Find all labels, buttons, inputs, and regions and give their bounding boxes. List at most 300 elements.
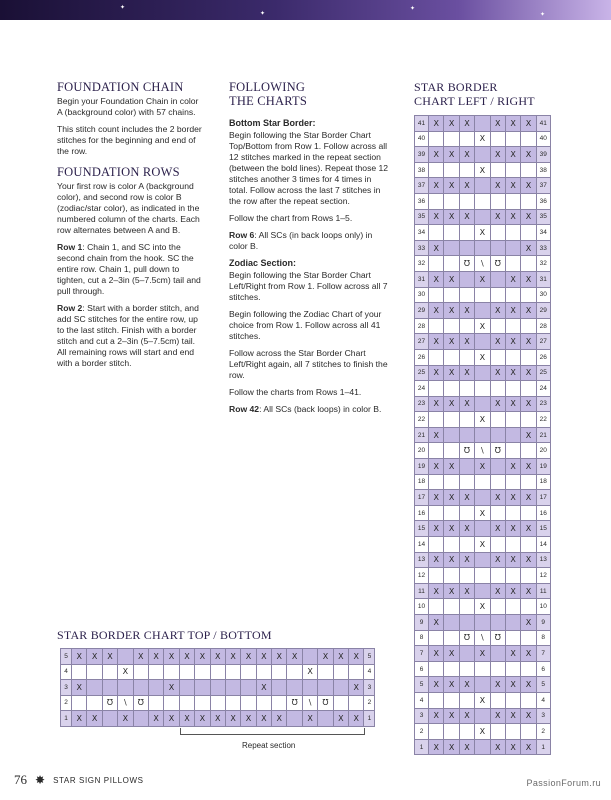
row-number-left: 30 [415,287,429,303]
stitch-symbol: X [429,240,444,256]
stitch-symbol: X [72,680,87,696]
stitch-symbol: X [302,711,317,727]
chart-cell [459,381,474,397]
stitch-symbol: X [87,649,102,665]
row-number-right: 4 [364,664,375,680]
row-number-left: 12 [415,568,429,584]
chart-cell [459,287,474,303]
stitch-symbol: X [429,459,444,475]
row-number-left: 19 [415,459,429,475]
chart-cell [490,537,505,553]
chart-cell [318,664,333,680]
stitch-symbol: X [490,521,505,537]
stitch-symbol: X [475,646,490,662]
stitch-symbol: X [429,708,444,724]
zodiac-text-4: Follow the charts from Rows 1–41. [229,387,362,397]
chart-cell [225,695,240,711]
stitch-symbol: \ [475,256,490,272]
stitch-symbol: X [444,147,459,163]
row-number-right: 1 [536,739,550,755]
stitch-symbol: X [459,521,474,537]
chart-cell [459,692,474,708]
chart-cell [505,568,520,584]
stitch-symbol: X [72,649,87,665]
chart-cell [490,193,505,209]
chart-cell [475,677,490,693]
stitch-symbol: X [490,490,505,506]
row-number-left: 23 [415,396,429,412]
chart-cell [195,680,210,696]
chart-cell [429,692,444,708]
stitch-symbol: X [429,739,444,755]
chart-cell [521,381,536,397]
stitch-symbol: X [490,147,505,163]
chart-row [415,271,551,287]
stitch-symbol: X [490,396,505,412]
chart-cell [475,381,490,397]
chart-cell [118,649,133,665]
chart-cell [521,661,536,677]
stitch-symbol: X [429,646,444,662]
chart-cell [521,474,536,490]
stitch-symbol: X [444,646,459,662]
chart-cell [475,739,490,755]
row-number-left: 36 [415,193,429,209]
stitch-symbol: X [490,708,505,724]
stitch-symbol: X [521,490,536,506]
row2-instruction: Row 2: Start with a border stitch, and add SC stitches for the entire row, up to the last stitch. Finish with a border stitch and cut a 2–3in (5–7.5cm) tail. All remaining rows will start and end with a border stitch. [57,303,199,368]
foundation-chain-text: Begin your Foundation Chain in color A (background color) with 57 chains. [57,96,199,117]
chart-cell [302,649,317,665]
stitch-symbol: X [505,334,520,350]
stitch-symbol: X [505,396,520,412]
stitch-symbol: X [302,664,317,680]
chart-cell [459,427,474,443]
stitch-symbol: X [521,583,536,599]
row-number-right: 40 [536,131,550,147]
following-charts-column [229,80,389,421]
stitch-symbol: Ʊ [490,256,505,272]
star-icon: ✦ [540,12,546,18]
repeat-bracket [180,728,365,735]
chart-cell [349,664,364,680]
chart-cell [475,396,490,412]
chart-cell [444,568,459,584]
chart-cell [429,193,444,209]
stitch-symbol: X [87,711,102,727]
chart-cell [475,552,490,568]
row-number-left: 2 [61,695,72,711]
chart-cell [475,334,490,350]
chart-row [61,680,375,696]
chart-cell [505,692,520,708]
chart-row [415,724,551,740]
stitch-symbol: X [444,365,459,381]
stitch-symbol: X [505,677,520,693]
chart-row [415,708,551,724]
stitch-symbol: X [521,303,536,319]
chart-cell [429,256,444,272]
chart-cell [490,599,505,615]
stitch-symbol: Ʊ [490,443,505,459]
stitch-symbol: X [164,711,179,727]
stitch-symbol: Ʊ [459,630,474,646]
row-number-left: 7 [415,646,429,662]
chart-cell [444,724,459,740]
stitch-symbol: X [429,490,444,506]
stitch-symbol: X [256,649,271,665]
chart-cell [521,599,536,615]
stitch-symbol: X [521,459,536,475]
stitch-symbol: X [429,303,444,319]
chart-cell [179,680,194,696]
stitch-symbol: X [459,116,474,132]
row-number-right: 34 [536,225,550,241]
chart-cell [318,680,333,696]
stitch-symbol: X [521,147,536,163]
stitch-symbol: X [459,552,474,568]
chart-cell [521,318,536,334]
chart-cell [521,443,536,459]
row-number-left: 27 [415,334,429,350]
row-number-left: 24 [415,381,429,397]
row-number-right: 32 [536,256,550,272]
row-number-right: 38 [536,162,550,178]
chart-cell [179,664,194,680]
row-number-right: 23 [536,396,550,412]
chart-row [415,225,551,241]
stitch-symbol: X [475,412,490,428]
chart-row [415,490,551,506]
chart-row [415,583,551,599]
chart-cell [521,724,536,740]
chart-cell [133,711,148,727]
stitch-symbol: X [349,649,364,665]
stitch-symbol: X [444,271,459,287]
bottom-border-text: Begin following the Star Border Chart Top/Bottom from Row 1. Follow across all 12 stitches marked in the repeat section (between the bold lines). Repeat those 12 stitches another 3 times for 4 times in total. Follow across the last 7 stitches in the row after the repeat section. [229,130,389,206]
chart-cell [429,724,444,740]
stitch-symbol: X [505,178,520,194]
stitch-symbol: X [521,677,536,693]
chart-cell [444,630,459,646]
row-number-right: 11 [536,583,550,599]
stitch-symbol: X [429,271,444,287]
chart-cell [490,505,505,521]
stitch-symbol: X [459,490,474,506]
chart-row [61,649,375,665]
stitch-symbol: X [475,692,490,708]
stitch-symbol: X [241,711,256,727]
follow-rows-text: Follow the chart from Rows 1–5. [229,213,353,223]
chart-cell [490,225,505,241]
chart-row [415,677,551,693]
row-number-left: 32 [415,256,429,272]
chart-cell [505,256,520,272]
stitch-symbol: X [444,334,459,350]
stitch-symbol: Ʊ [318,695,333,711]
chart-cell [505,661,520,677]
chart-cell [475,116,490,132]
chart-cell [505,505,520,521]
stitch-symbol: X [195,711,210,727]
star-icon: ✦ [120,5,126,11]
chart-cell [133,680,148,696]
chart-cell [475,209,490,225]
row-number-left: 28 [415,318,429,334]
chart-cell [521,287,536,303]
foundation-chain-note: This stitch count includes the 2 border stitches for the beginning and end of the row. [57,124,202,156]
stitch-symbol: X [459,677,474,693]
chart-row [415,178,551,194]
stitch-symbol: X [475,537,490,553]
chart-cell [475,568,490,584]
chart-cell [225,680,240,696]
chart-row [61,695,375,711]
chart-cell [429,162,444,178]
chart-cell [72,695,87,711]
chart-row [415,630,551,646]
row-number-left: 5 [415,677,429,693]
row-number-right: 22 [536,412,550,428]
stitch-symbol: X [210,649,225,665]
chart-cell [133,664,148,680]
row-number-right: 8 [536,630,550,646]
chart-cell [475,427,490,443]
chart-cell [505,412,520,428]
row-number-left: 9 [415,615,429,631]
stitch-symbol: X [272,649,287,665]
stitch-symbol: X [429,583,444,599]
chart-row [415,459,551,475]
stitch-symbol: X [349,711,364,727]
chart-cell [429,318,444,334]
chart-cell [459,568,474,584]
chart-cell [118,680,133,696]
chart-cell [490,568,505,584]
chart-cell [505,287,520,303]
chart-cell [444,615,459,631]
chart-cell [272,680,287,696]
stitch-symbol: Ʊ [490,630,505,646]
row-number-left: 26 [415,349,429,365]
stitch-symbol: X [459,708,474,724]
chart-cell [164,695,179,711]
chart-cell [475,583,490,599]
chart-cell [429,474,444,490]
chart-row [415,318,551,334]
row-number-right: 36 [536,193,550,209]
stitch-symbol: X [444,396,459,412]
chart-cell [459,661,474,677]
top-banner [0,0,611,20]
stitch-symbol: X [164,680,179,696]
star-icon: ✦ [410,6,416,12]
stitch-symbol: X [521,708,536,724]
chart-row [415,287,551,303]
row-number-right: 4 [536,692,550,708]
row-number-left: 8 [415,630,429,646]
row-number-left: 18 [415,474,429,490]
stitch-symbol: X [318,649,333,665]
stitch-symbol: X [505,583,520,599]
stitch-symbol: X [490,739,505,755]
stitch-symbol: X [444,677,459,693]
chart-cell [521,505,536,521]
stitch-symbol: X [505,708,520,724]
row-number-left: 25 [415,365,429,381]
stitch-symbol: \ [475,630,490,646]
chart-cell [521,193,536,209]
stitch-symbol: X [429,178,444,194]
row-number-left: 35 [415,209,429,225]
following-heading-line2: THE CHARTS [229,94,307,108]
row42-instruction: Row 42: All SCs (back loops) in color B. [229,404,382,414]
chart-cell [490,661,505,677]
chart-cell [256,664,271,680]
chart-row [415,661,551,677]
foundation-rows-text: Your first row is color A (background color), and second row is color B (zodiac/star color), as indicated in the numbered column of the charts. Each row alternates between A and B. [57,181,200,235]
row1-instruction: Row 1: Chain 1, and SC into the second chain from the hook. SC the entire row. Chain 1, pull down to tighten, cut a 2–3in (5–7.5cm) tail and pull through. [57,242,201,296]
stitch-symbol: X [429,396,444,412]
chart-cell [459,646,474,662]
stitch-symbol: X [521,334,536,350]
stitch-symbol: X [521,521,536,537]
chart-cell [318,711,333,727]
row-number-right: 33 [536,240,550,256]
row-number-left: 38 [415,162,429,178]
chart-row [415,739,551,755]
stitch-symbol: X [444,708,459,724]
row-number-left: 13 [415,552,429,568]
row-number-left: 14 [415,537,429,553]
chart-cell [459,505,474,521]
foundation-rows-heading: FOUNDATION ROWS [57,165,180,179]
stitch-symbol: X [256,680,271,696]
chart-cell [505,381,520,397]
chart-cell [459,162,474,178]
chart-cell [490,381,505,397]
stitch-symbol: X [429,521,444,537]
stitch-symbol: X [444,583,459,599]
row-number-left: 15 [415,521,429,537]
row-number-left: 34 [415,225,429,241]
row-number-right: 12 [536,568,550,584]
book-title: STAR SIGN PILLOWS [53,775,144,785]
stitch-symbol: X [475,459,490,475]
chart-cell [444,381,459,397]
chart-cell [444,661,459,677]
chart-cell [475,615,490,631]
tb-chart-title: STAR BORDER CHART TOP / BOTTOM [57,628,272,642]
stitch-symbol: X [225,711,240,727]
watermark: PassionForum.ru [526,778,601,788]
row-number-left: 1 [61,711,72,727]
stitch-symbol: X [349,680,364,696]
chart-cell [521,412,536,428]
stitch-symbol: X [72,711,87,727]
chart-cell [505,427,520,443]
row-number-right: 13 [536,552,550,568]
chart-cell [429,225,444,241]
stitch-symbol: X [241,649,256,665]
stitch-symbol: X [521,552,536,568]
chart-cell [444,412,459,428]
chart-cell [459,225,474,241]
chart-cell [179,695,194,711]
row-number-right: 37 [536,178,550,194]
row-number-left: 41 [415,116,429,132]
chart-row [415,209,551,225]
chart-cell [429,599,444,615]
stitch-symbol: X [459,147,474,163]
row-number-left: 5 [61,649,72,665]
chart-cell [521,692,536,708]
stitch-symbol: X [459,209,474,225]
row-number-right: 2 [536,724,550,740]
chart-cell [521,537,536,553]
row-number-right: 25 [536,365,550,381]
stitch-symbol: X [521,271,536,287]
chart-cell [444,193,459,209]
stitch-symbol: Ʊ [459,443,474,459]
chart-cell [444,162,459,178]
row-number-right: 24 [536,381,550,397]
chart-cell [87,695,102,711]
stitch-symbol: X [148,649,163,665]
chart-cell [490,474,505,490]
chart-cell [459,131,474,147]
chart-cell [459,474,474,490]
row-number-right: 15 [536,521,550,537]
row-number-left: 37 [415,178,429,194]
chart-cell [505,630,520,646]
stitch-symbol: X [444,459,459,475]
stitch-symbol: X [429,116,444,132]
chart-cell [505,240,520,256]
chart-row [415,240,551,256]
chart-cell [225,664,240,680]
stitch-symbol: X [521,739,536,755]
chart-cell [444,537,459,553]
stitch-symbol: X [118,664,133,680]
stitch-symbol: X [459,178,474,194]
chart-row [415,412,551,428]
chart-cell [429,412,444,428]
chart-cell [459,459,474,475]
stitch-symbol: X [287,649,302,665]
chart-cell [459,724,474,740]
chart-row [415,599,551,615]
row-number-left: 40 [415,131,429,147]
chart-cell [429,568,444,584]
stitch-symbol: X [164,649,179,665]
chart-cell [505,599,520,615]
stitch-symbol: X [505,147,520,163]
stitch-symbol: X [118,711,133,727]
chart-cell [72,664,87,680]
row-number-right: 14 [536,537,550,553]
row-number-right: 3 [364,680,375,696]
row-number-left: 1 [415,739,429,755]
row-number-right: 17 [536,490,550,506]
stitch-symbol: Ʊ [459,256,474,272]
chart-cell [429,287,444,303]
chart-cell [475,287,490,303]
chart-cell [475,303,490,319]
chart-cell [287,664,302,680]
chart-cell [459,193,474,209]
stitch-symbol: X [475,131,490,147]
